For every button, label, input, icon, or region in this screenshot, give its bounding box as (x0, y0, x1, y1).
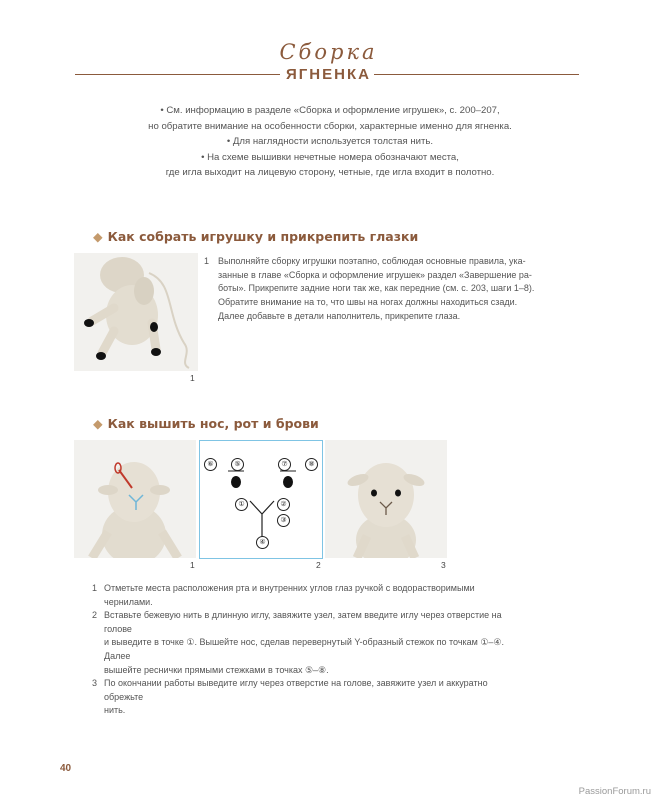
section-title-text: Как собрать игрушку и прикрепить глазки (107, 229, 419, 244)
diagram-point-3: ③ (277, 514, 290, 527)
step-line: Обратите внимание на то, что швы на ногах должны находиться сзади. (218, 297, 518, 308)
diagram-point-8: ⑧ (305, 458, 318, 471)
page-number: 40 (60, 763, 72, 774)
step1-text (204, 255, 548, 324)
step-item (92, 582, 512, 609)
figure-number: 3 (441, 560, 446, 570)
chapter-title: Сборка (279, 40, 378, 64)
diagram-point-6: ⑥ (204, 458, 217, 471)
step-line: и выведите в точке ①. Вышейте нос, сделав перевернутый Y-образный стежок по точкам ①–④. Далее (104, 637, 504, 661)
step-line: занные в главе «Сборка и оформление игрушек» раздел «Завершение ра- (218, 269, 532, 280)
step-line: По окончании работы выведите иглу через отверстие на голове, завяжите узел и аккуратно обрежьте (104, 678, 488, 702)
figure-number: 1 (190, 373, 195, 383)
step-line: вышейте реснички прямыми стежками в точках ⑤–⑧. (104, 664, 329, 675)
diagram-point-5: ⑤ (231, 458, 244, 471)
step-item (92, 609, 512, 677)
step-number: 1 (204, 256, 210, 266)
diagram-point-2: ② (277, 498, 290, 511)
intro-line: • Для наглядности используется толстая нить. (226, 136, 434, 147)
figure-number: 2 (316, 560, 321, 570)
intro-line: • На схеме вышивки нечетные номера обозначают места, (201, 151, 459, 163)
watermark: PassionForum.ru (578, 786, 651, 797)
step-line: Выполняйте сборку игрушки поэтапно, соблюдая основные правила, ука- (218, 256, 526, 266)
diagram-point-7: ⑦ (278, 458, 291, 471)
diagram-point-1: ① (235, 498, 248, 511)
intro-line: где игла выходит на лицевую сторону, четные, где игла входит в полотно. (165, 167, 495, 178)
step-number: 3 (92, 678, 98, 689)
section-title-assembly (93, 229, 418, 244)
diamond-bullet-icon: ◆ (93, 229, 103, 244)
intro-line: но обратите внимание на особенности сборки, характерные именно для ягненка. (148, 120, 512, 132)
step-item (92, 677, 512, 718)
diagram-point-4: ④ (256, 536, 269, 549)
step-line: Отметьте места расположения рта и внутренних углов глаз ручкой с водорастворимыми чернилами. (104, 583, 475, 607)
chapter-subtitle: ЯГНЕНКА (286, 66, 371, 83)
photo-assembled-lamb (74, 253, 198, 371)
intro-notes (60, 103, 600, 181)
diamond-bullet-icon: ◆ (93, 416, 103, 431)
embroidery-diagram (199, 440, 323, 559)
step-line: боты». Прикрепите задние ноги так же, как передние (см. с. 203, шаги 1–8). (218, 283, 535, 294)
section-title-text: Как вышить нос, рот и брови (107, 416, 319, 431)
step-line: Далее добавьте в детали наполнитель, прикрепите глаза. (218, 310, 461, 321)
step-number: 1 (92, 583, 98, 593)
section-title-embroidery (93, 416, 319, 431)
photo-finished-face (325, 440, 447, 558)
embroidery-steps (92, 582, 512, 718)
step-line: нить. (104, 705, 126, 716)
step-number: 2 (92, 610, 98, 621)
intro-line: • См. информацию в разделе «Сборка и оформление игрушек», с. 200–207, (160, 105, 500, 116)
photo-marked-face (74, 440, 196, 558)
step-line: Вставьте бежевую нить в длинную иглу, завяжите узел, затем введите иглу через отверстие на голове (104, 610, 502, 634)
figure-number: 1 (190, 560, 195, 570)
